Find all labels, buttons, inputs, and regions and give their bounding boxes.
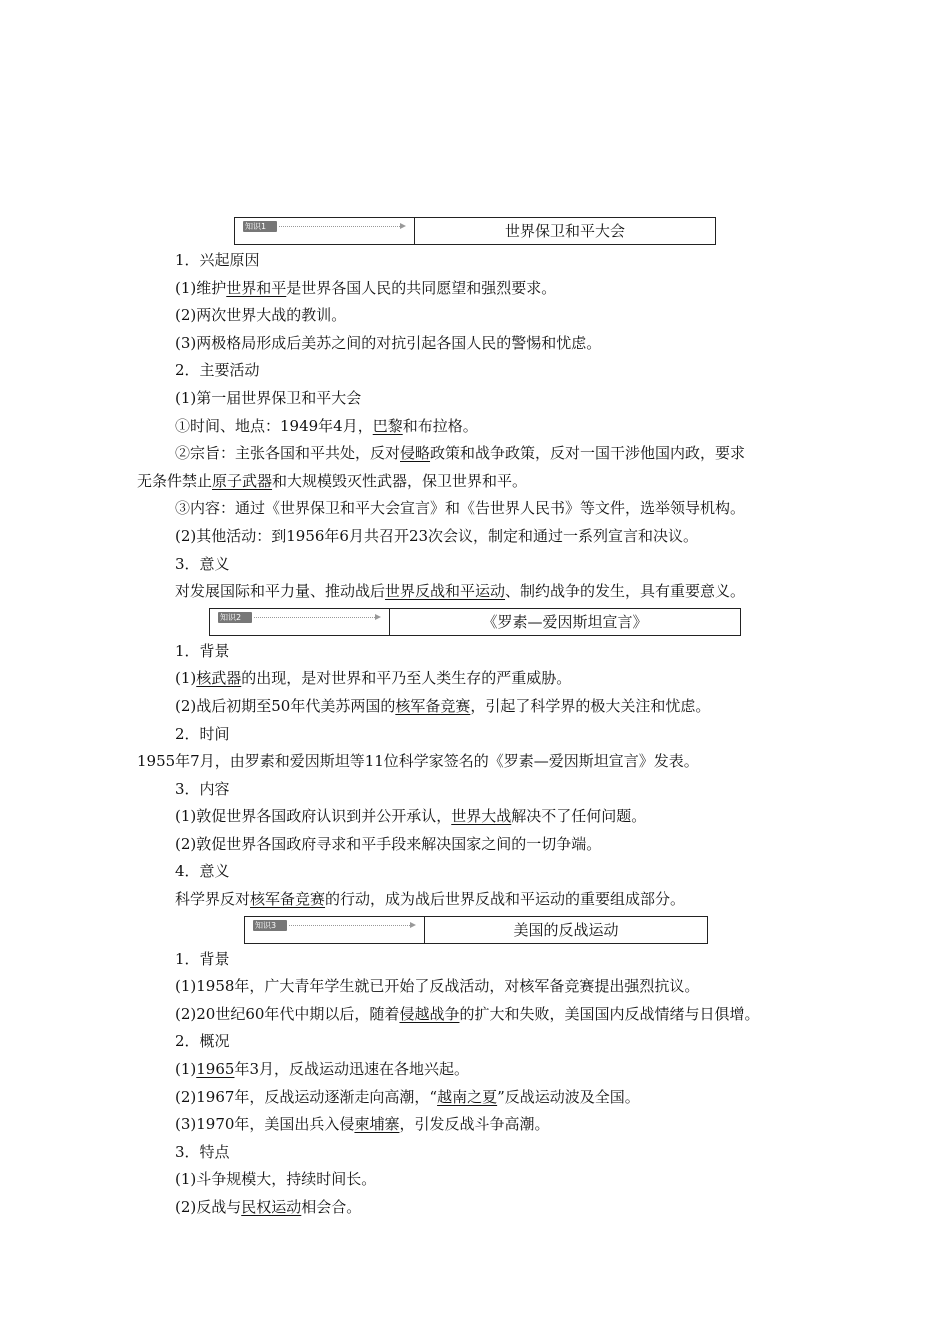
text-line — [137, 946, 837, 974]
text-run: 政策和战争政策，反对一国干涉他国内政，要求 — [430, 444, 746, 463]
text-line — [137, 665, 837, 693]
section-title: 美国的反战运动 — [513, 920, 619, 939]
text-run: (1)敦促世界各国政府认识到并公开承认， — [175, 807, 452, 826]
text-run: 和大规模毁灭性武器，保卫世界和平。 — [272, 471, 528, 490]
text-run: (1)1958年，广大青年学生就已开始了反战活动，对核军备竞赛提出强烈抗议。 — [175, 977, 700, 996]
underlined-answer: 世界反战和平运动 — [385, 582, 506, 601]
text-run: 对发展国际和平力量、推动战后 — [175, 582, 386, 601]
knowledge-badge: 知识2 — [218, 612, 252, 623]
text-line — [137, 495, 837, 523]
text-run: 是世界各国人民的共同愿望和强烈要求。 — [286, 278, 557, 297]
underlined-answer: 核武器 — [196, 669, 242, 688]
text-run: (2)两次世界大战的教训。 — [175, 306, 347, 325]
underlined-answer: 世界大战 — [451, 807, 512, 826]
text-run: 3．意义 — [175, 554, 230, 573]
text-line — [137, 721, 837, 749]
text-line — [137, 440, 837, 468]
underlined-answer: 世界和平 — [226, 278, 287, 297]
text-run: 年3月，反战运动迅速在各地兴起。 — [234, 1060, 469, 1079]
text-line — [137, 1194, 837, 1222]
text-line — [137, 803, 837, 831]
text-run: ，引起了科学界的极大关注和忧虑。 — [470, 696, 711, 715]
knowledge-badge: 知识3 — [253, 920, 287, 931]
text-run: (2)1967年，反战运动逐渐走向高潮，“ — [175, 1087, 438, 1106]
underlined-answer: 巴黎 — [372, 416, 403, 435]
section-header — [234, 217, 716, 245]
text-line — [137, 275, 837, 303]
text-run: (1) — [175, 669, 197, 688]
text-run: 科学界反对 — [175, 890, 251, 909]
section-tag — [210, 609, 390, 635]
arrow-icon — [289, 925, 414, 926]
text-run: (3)两极格局形成后美苏之间的对抗引起各国人民的警惕和忧虑。 — [175, 333, 602, 352]
text-line — [137, 1166, 837, 1194]
text-run: 无条件禁止 — [137, 471, 213, 490]
text-run: 2．主要活动 — [175, 361, 260, 380]
text-run: 2．时间 — [175, 724, 230, 743]
text-run: (2)其他活动：到1956年6月共召开23次会议，制定和通过一系列宣言和决议。 — [175, 526, 699, 545]
text-line — [137, 748, 837, 776]
text-run: 3．内容 — [175, 779, 230, 798]
text-line — [137, 330, 837, 358]
text-line — [137, 247, 837, 275]
text-line — [137, 578, 837, 606]
text-run: (1)维护 — [175, 278, 227, 297]
text-run: 3．特点 — [175, 1142, 230, 1161]
text-line — [137, 1001, 837, 1029]
text-run: ②宗旨：主张各国和平共处，反对 — [175, 444, 401, 463]
text-run: 2．概况 — [175, 1032, 230, 1051]
text-run: ①时间、地点：1949年4月， — [175, 416, 373, 435]
text-run: (1)斗争规模大，持续时间长。 — [175, 1170, 377, 1189]
arrow-icon — [279, 226, 404, 227]
text-line — [137, 302, 837, 330]
underlined-answer: 1965 — [196, 1060, 235, 1079]
section-title: 《罗素—爱因斯坦宣言》 — [482, 612, 648, 631]
text-run: (2)20世纪60年代中期以后，随着 — [175, 1004, 400, 1023]
underlined-answer: 核军备竞赛 — [395, 696, 471, 715]
text-run: 和布拉格。 — [402, 416, 478, 435]
underlined-answer: 柬埔寨 — [354, 1115, 400, 1134]
text-run: (1) — [175, 1060, 197, 1079]
text-run: 相会合。 — [301, 1198, 362, 1216]
section-title: 世界保卫和平大会 — [504, 222, 625, 240]
text-line — [137, 523, 837, 551]
text-line — [137, 1056, 837, 1084]
section-header — [209, 608, 741, 636]
text-line — [137, 468, 837, 496]
knowledge-badge: 知识1 — [243, 221, 277, 232]
text-line — [137, 973, 837, 1001]
text-run: (2)反战与 — [175, 1198, 242, 1216]
text-line — [137, 413, 837, 441]
text-line — [137, 551, 837, 579]
text-line — [137, 638, 837, 666]
arrow-icon — [254, 617, 379, 618]
text-line — [137, 1028, 837, 1056]
text-line — [137, 385, 837, 413]
text-line — [137, 831, 837, 859]
text-line — [137, 1084, 837, 1112]
text-run: 、制约战争的发生，具有重要意义。 — [505, 582, 746, 601]
text-run: 的行动，成为战后世界反战和平运动的重要组成部分。 — [325, 890, 686, 909]
text-run: ③内容：通过《世界保卫和平大会宣言》和《告世界人民书》等文件，选举领导机构。 — [175, 499, 746, 518]
text-line — [137, 858, 837, 886]
section-header — [244, 916, 708, 944]
text-line — [137, 693, 837, 721]
text-run: (2)敦促世界各国政府寻求和平手段来解决国家之间的一切争端。 — [175, 834, 602, 853]
text-run: 4．意义 — [175, 862, 230, 881]
text-run: ”反战运动波及全国。 — [497, 1087, 640, 1106]
underlined-answer: 民权运动 — [241, 1198, 302, 1216]
text-run: 1．兴起原因 — [175, 251, 260, 269]
text-run: (1)第一届世界保卫和平大会 — [175, 388, 362, 407]
section-tag — [245, 917, 425, 943]
text-run: 1．背景 — [175, 949, 230, 968]
text-run: 的出现，是对世界和平乃至人类生存的严重威胁。 — [241, 669, 572, 688]
text-run: ，引发反战斗争高潮。 — [399, 1115, 550, 1134]
underlined-answer: 越南之夏 — [437, 1087, 498, 1106]
text-run: (3)1970年，美国出兵入侵 — [175, 1115, 355, 1134]
text-line — [137, 886, 837, 914]
underlined-answer: 侵略 — [400, 444, 431, 463]
underlined-answer: 原子武器 — [212, 471, 273, 490]
document-content — [137, 215, 837, 1222]
text-run: 的扩大和失败，美国国内反战情绪与日俱增。 — [459, 1004, 760, 1023]
underlined-answer: 核军备竞赛 — [250, 890, 326, 909]
text-line — [137, 1111, 837, 1139]
text-run: (2)战后初期至50年代美苏两国的 — [175, 696, 396, 715]
text-run: 1．背景 — [175, 641, 230, 660]
underlined-answer: 侵越战争 — [399, 1004, 460, 1023]
text-line — [137, 1139, 837, 1167]
text-run: 解决不了任何问题。 — [511, 807, 647, 826]
section-tag — [235, 218, 415, 244]
text-line — [137, 776, 837, 804]
text-run: 1955年7月，由罗素和爱因斯坦等11位科学家签名的《罗素—爱因斯坦宣言》发表。 — [137, 752, 699, 771]
text-line — [137, 357, 837, 385]
